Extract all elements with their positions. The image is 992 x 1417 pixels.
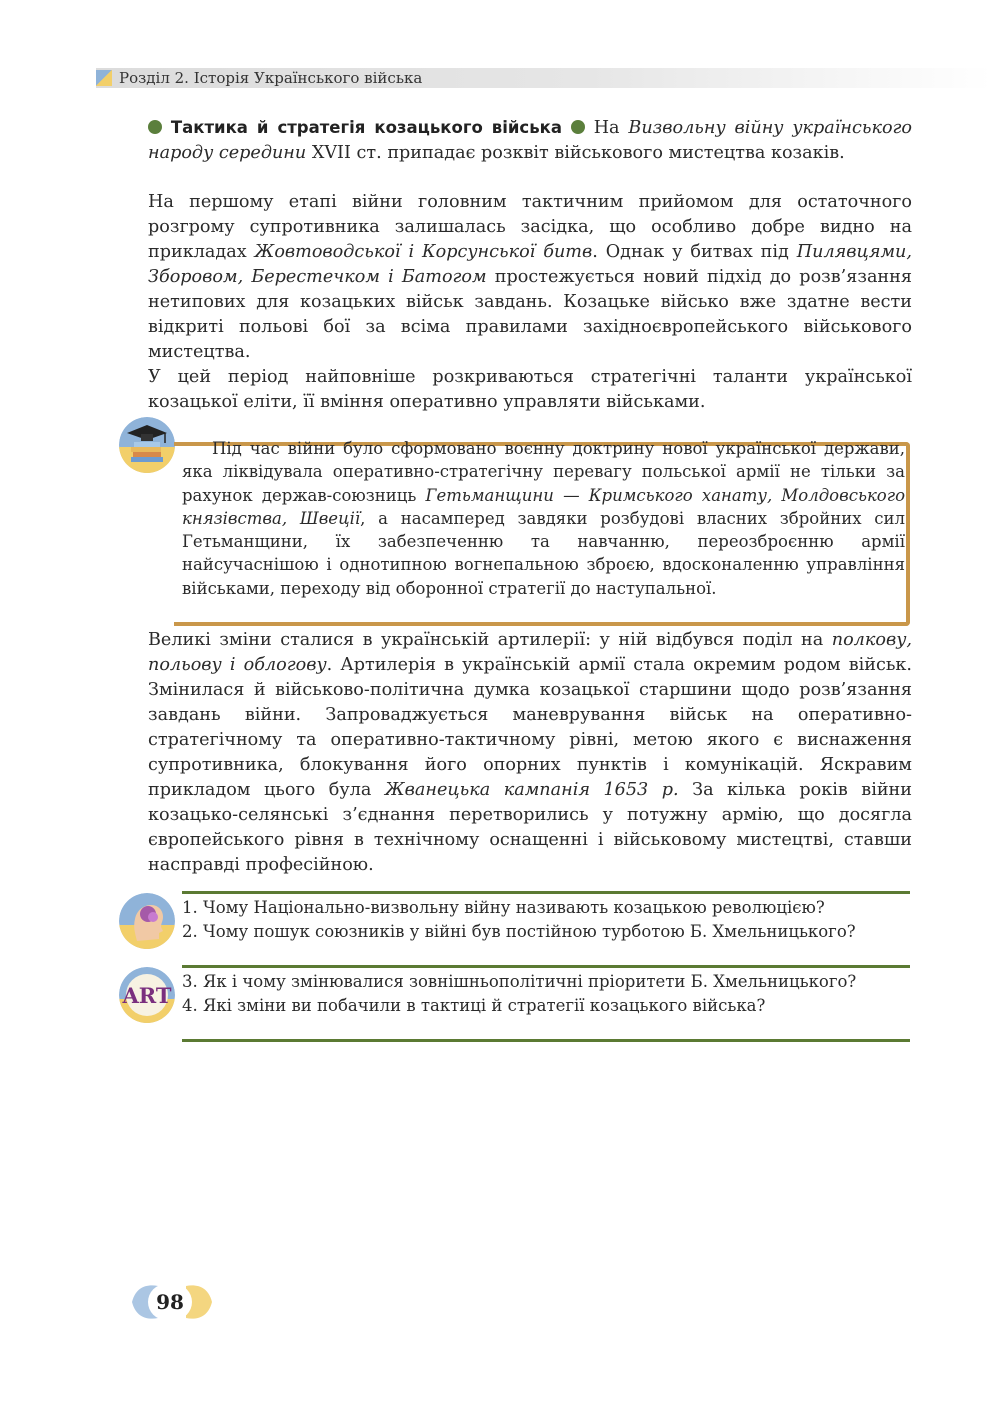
paragraph-artillery (148, 628, 912, 878)
intro-italic: Визвольну війну українського народу середини (148, 118, 913, 163)
question-item: 4. Які зміни ви побачили в тактиці й стратегії козацького війська? (182, 995, 766, 1015)
text-run: Під час війни було сформовано воєнну доктрину нової української держави, яка ліквідувала оперативно-стратегічну перевагу польської армії не тільки за рахунок держав-союзниць (182, 439, 905, 505)
italic-run: полкову, польову і облогову (148, 630, 912, 675)
italic-run: Пилявцями, Зборовом, Берестечком і Батогом (148, 242, 912, 287)
section-title: Тактика й стратегія козацького війська (170, 118, 562, 137)
intro-rest: XVII ст. припадає розквіт військового мистецтва козаків. (306, 143, 845, 163)
questions-bottom-rule (182, 1039, 910, 1042)
text-run: За кілька років війни козацько-селянські з’єднання перетворились у потужну армію, що досягла європейського рівня в технічному оснащенні і військовому мистецтві, ставши насправді професійною. (148, 780, 912, 875)
paragraph-tactics (148, 190, 912, 365)
question-item: 2. Чому пошук союзників у війні був постійною турботою Б. Хмельницького? (182, 921, 856, 941)
page-number-badge (128, 1282, 216, 1322)
art-icon (119, 967, 175, 1023)
page-number: 98 (148, 1284, 192, 1320)
italic-run: Жовтоводської і Корсунської битв (254, 242, 593, 262)
italic-run: Гетьманщини — Кримського ханату, Молдовського князівства, Швеції (182, 485, 906, 528)
text-run: простежується новий підхід до розв’язання нетипових для козацьких військ завдань. Козацьке військо вже здатне вести відкриті польові бої за всіма правилами західноєвропейського військового мистецтва. (148, 267, 912, 362)
text-run: На першому етапі війни головним тактичним прийомом для остаточного розгрому супротивника залишалась засідка, що особливо добре видно на прикладах (148, 192, 912, 262)
header-corner-mark (96, 70, 112, 86)
question-item: 3. Як і чому змінювалися зовнішньополітичні пріоритети Б. Хмельницького? (182, 972, 857, 991)
question-item: 1. Чому Національно-визвольну війну називають козацькою революцією? (182, 898, 825, 917)
text-run: Великі зміни сталися в українській артилерії: у ній відбувся поділ на (148, 630, 832, 650)
questions-list-part-2 (182, 970, 910, 1017)
graduation-cap-books-icon (119, 417, 175, 473)
text-run: , а насамперед завдяки розбудові власних збройних сил Гетьманщини, їх забезпеченню та навчанню, переозброєнню армії найсучаснішою і однотипною вогнепальною зброєю, вдосконаленню управління військами, переходу від оборонної стратегії до наступальної. (182, 508, 905, 598)
questions-list-part-1 (182, 896, 910, 943)
intro-lead: На (593, 118, 629, 138)
questions-top-rule (182, 891, 910, 894)
questions-middle-rule (182, 965, 910, 968)
text-run: . Артилерія в українській армії стала окремим родом військ. Змінилася й військово-політична думка козацької старшини щодо розв’язання завдань війни. Запроваджується маневрування військ на оперативно-стратегічному та оперативно-тактичному рівні, метою якого є виснаження супротивника, блокування його опорних пунктів і комунікацій. Яскравим прикладом цього була (148, 655, 912, 800)
head-brain-icon (119, 893, 175, 949)
bullet-dot-icon (571, 120, 585, 134)
art-icon-label: ART (122, 983, 172, 1008)
italic-run: Жванецька кампанія 1653 р. (384, 780, 679, 800)
bullet-dot-icon (148, 120, 162, 134)
paragraph-strategy: У цей період найповніше розкриваються стратегічні таланти української козацької еліти, її вміння оперативно управляти військами. (148, 367, 912, 412)
chapter-title: Розділ 2. Історія Українського війська (119, 69, 423, 87)
section-intro-paragraph (148, 115, 912, 166)
quote-text (182, 437, 905, 600)
text-run: . Однак у битвах під (592, 242, 797, 262)
